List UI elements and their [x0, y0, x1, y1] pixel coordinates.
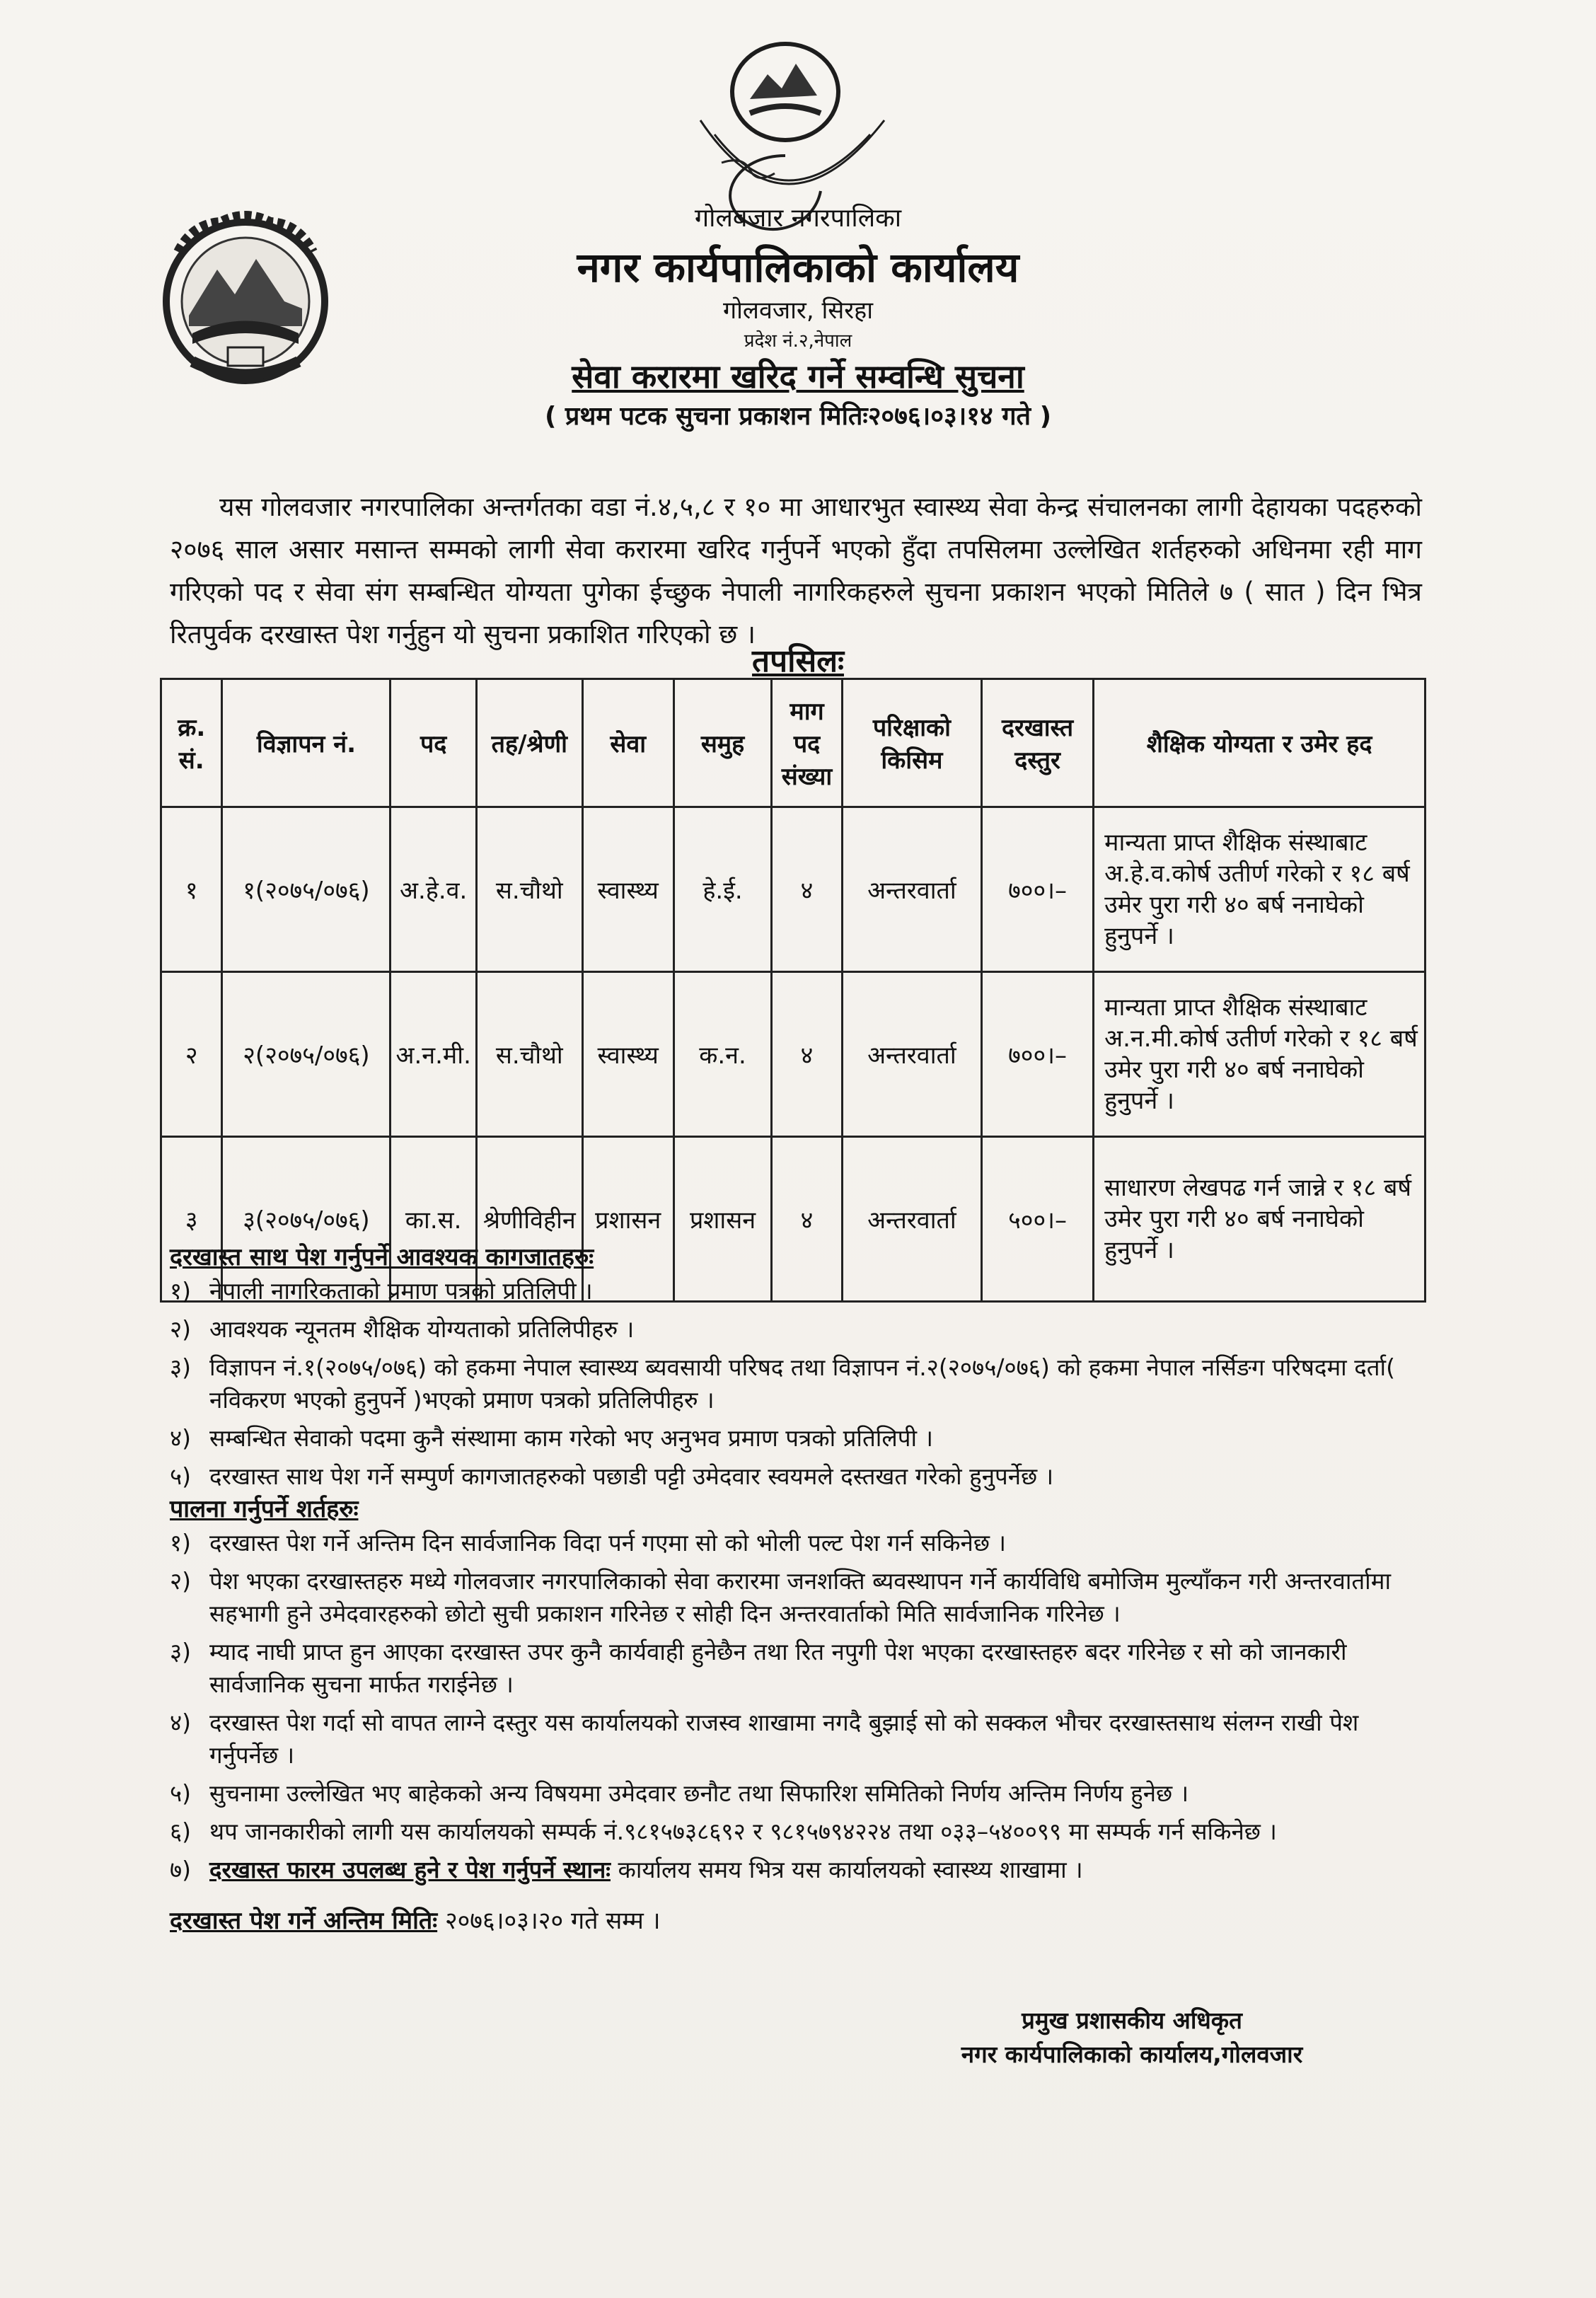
list-item [170, 1275, 1429, 1307]
tapasil-heading: तपसिलः [752, 643, 844, 679]
office-name: नगर कार्यपालिकाको कार्यालय [577, 243, 1019, 291]
table-cell: ७००।– [982, 972, 1094, 1137]
item-text: म्याद नाघी प्राप्त हुन आएका दरखास्त उपर कुनै कार्यवाही हुनेछैन तथा रित नपुगी पेश भएका दरखास्तहरु बदर गरिनेछ र सो को जानकारी सार्वजानिक सुचना मार्फत गराईनेछ । [209, 1638, 1347, 1698]
table-cell: अ.न.मी. [391, 972, 476, 1137]
column-header: विज्ञापन नं. [222, 679, 391, 807]
table-cell: अन्तरवार्ता [842, 972, 981, 1137]
deadline-line [170, 1903, 660, 1936]
qualification-cell: साधारण लेखपढ गर्न जान्ने र १८ बर्ष उमेर पुरा गरी ४० बर्ष ननाघेको हुनुपर्ने । [1094, 1137, 1426, 1302]
table-cell: क.न. [673, 972, 772, 1137]
list-item [170, 1815, 1429, 1848]
column-header: सेवा [582, 679, 673, 807]
table-cell: स.चौथो [476, 807, 582, 972]
signatory-title: प्रमुख प्रशासकीय अधिकृत [1022, 2007, 1242, 2034]
item-number: ४) [170, 1709, 192, 1736]
item-text: दरखास्त साथ पेश गर्ने सम्पुर्ण कागजातहरुको पछाडी पट्टी उमेदवार स्वयमले दस्तखत गरेको हुनुपर्नेछ । [209, 1462, 1054, 1490]
item-number: ५) [170, 1779, 192, 1807]
list-item [170, 1565, 1429, 1630]
item-number: ४) [170, 1424, 192, 1452]
table-cell: श्रेणीविहीन [476, 1137, 582, 1302]
item-number: २) [170, 1315, 192, 1343]
list-item [170, 1351, 1429, 1416]
item-text: दरखास्त पेश गर्ने अन्तिम दिन सार्वजानिक विदा पर्न गएमा सो को भोली पल्ट पेश गर्न सकिनेछ । [209, 1529, 1006, 1557]
list-item [170, 1636, 1429, 1701]
item-text: पेश भएका दरखास्तहरु मध्ये गोलवजार नगरपालिकाको सेवा करारमा जनशक्ति ब्यवस्थापन गर्ने कार्यविधि बमोजिम मुल्याँकन गरी अन्तरवार्तामा सहभागी हुने उमेदवारहरुको छोटो सुची प्रकाशन गरिनेछ र सोही दिन अन्तरवार्ताको मिति सार्वजानिक गरिनेछ । [209, 1567, 1391, 1627]
table-header-row [161, 679, 1426, 807]
table-cell: स्वास्थ्य [582, 972, 673, 1137]
column-header: माग पद संख्या [772, 679, 842, 807]
item-number: २) [170, 1567, 192, 1595]
table-cell: प्रशासन [673, 1137, 772, 1302]
table-cell: १(२०७५/०७६) [222, 807, 391, 972]
table-row [161, 972, 1426, 1137]
table-row [161, 807, 1426, 972]
deadline-label: दरखास्त पेश गर्ने अन्तिम मितिः [170, 1907, 438, 1935]
vacancy-table [160, 678, 1426, 1303]
list-item [170, 1422, 1429, 1455]
list-item [170, 1313, 1429, 1346]
deadline-value: २०७६।०३।२० गते सम्म । [437, 1907, 661, 1935]
list-item [170, 1707, 1429, 1772]
notice-title: सेवा करारमा खरिद गर्ने सम्वन्धि सुचना [572, 357, 1024, 395]
column-header: शैक्षिक योग्यता र उमेर हद [1094, 679, 1426, 807]
table-cell: हे.ई. [673, 807, 772, 972]
table-cell: ७००।– [982, 807, 1094, 972]
table-cell: ३ [161, 1137, 222, 1302]
item-text: सम्बन्धित सेवाको पदमा कुनै संस्थामा काम गरेको भए अनुभव प्रमाण पत्रको प्रतिलिपी । [209, 1424, 933, 1452]
list-item [170, 1777, 1429, 1810]
submission-place-text: कार्यालय समय भित्र यस कार्यालयको स्वास्थ्य शाखामा । [610, 1856, 1083, 1883]
qualification-cell: मान्यता प्राप्त शैक्षिक संस्थाबाट अ.हे.व.कोर्ष उतीर्ण गरेको र १८ बर्ष उमेर पुरा गरी ४० बर्ष ननाघेको हुनुपर्ने । [1094, 807, 1426, 972]
table-cell: ४ [772, 972, 842, 1137]
table-cell: २(२०७५/०७६) [222, 972, 391, 1137]
table-cell: २ [161, 972, 222, 1137]
item-number: ३) [170, 1638, 192, 1665]
documents-list [170, 1275, 1429, 1499]
column-header: तह/श्रेणी [476, 679, 582, 807]
item-text: विज्ञापन नं.१(२०७५/०७६) को हकमा नेपाल स्वास्थ्य ब्यवसायी परिषद तथा विज्ञापन नं.२(२०७५/०७६) को हकमा नेपाल नर्सिङग परिषदमा दर्ता( नविकरण भएको हुनुपर्ने )भएको प्रमाण पत्रको प्रतिलिपीहरु । [209, 1353, 1395, 1414]
table-cell: का.स. [391, 1137, 476, 1302]
documents-heading: दरखास्त साथ पेश गर्नुपर्ने आवश्यक कागजातहरुः [170, 1243, 594, 1271]
item-text: नेपाली नागरिकताको प्रमाण पत्रको प्रतिलिपी । [209, 1277, 593, 1305]
signatory-office: नगर कार्यपालिकाको कार्यालय,गोलवजार [961, 2040, 1303, 2068]
list-item [170, 1460, 1429, 1493]
item-number: ५) [170, 1462, 192, 1490]
list-item [170, 1854, 1429, 1886]
qualification-cell: मान्यता प्राप्त शैक्षिक संस्थाबाट अ.न.मी.कोर्ष उतीर्ण गरेको र १८ बर्ष उमेर पुरा गरी ४० बर्ष ननाघेको हुनुपर्ने । [1094, 972, 1426, 1137]
conditions-list [170, 1527, 1429, 1892]
conditions-heading: पालना गर्नुपर्ने शर्तहरुः [170, 1495, 359, 1523]
column-header: पद [391, 679, 476, 807]
table-cell: स.चौथो [476, 972, 582, 1137]
table-cell: अन्तरवार्ता [842, 807, 981, 972]
submission-place-label: दरखास्त फारम उपलब्ध हुने र पेश गर्नुपर्ने स्थानः [209, 1856, 611, 1883]
table-cell: १ [161, 807, 222, 972]
office-address: गोलवजार, सिरहा [722, 296, 873, 325]
column-header: दरखास्त दस्तुर [982, 679, 1094, 807]
item-text: आवश्यक न्यूनतम शैक्षिक योग्यताको प्रतिलिपीहरु । [209, 1315, 635, 1343]
province-line: प्रदेश नं.२,नेपाल [744, 330, 852, 352]
item-number: १) [170, 1529, 192, 1557]
table-cell: ४ [772, 807, 842, 972]
table-cell: अन्तरवार्ता [842, 1137, 981, 1302]
intro-paragraph: यस गोलवजार नगरपालिका अन्तर्गतका वडा नं.४,५,८ र १० मा आधारभुत स्वास्थ्य सेवा केन्द्र संचालनका लागी देहायका पदहरुको २०७६ साल असार मसान्त सम्मको लागी सेवा करारमा खरिद गर्नुपर्ने भएको हुँदा तपसिलमा उल्लेखित शर्तहरुको अधिनमा रही माग गरिएको पद र सेवा संग सम्बन्धित योग्यता पुगेका ईच्छुक नेपाली नागरिकहरुले सुचना प्रकाशन भएको मितिले ७ ( सात ) दिन भित्र रितपुर्वक दरखास्त पेश गर्नुहुन यो सुचना प्रकाशित गरिएको छ । [170, 492, 1423, 649]
table-cell: ५००।– [982, 1137, 1094, 1302]
item-number: ३) [170, 1353, 192, 1381]
item-text: सुचनामा उल्लेखित भए बाहेकको अन्य विषयमा उमेदवार छनौट तथा सिफारिश समितिको निर्णय अन्तिम निर्णय हुनेछ । [209, 1779, 1189, 1807]
item-text: थप जानकारीको लागी यस कार्यालयको सम्पर्क नं.९८१५७३८६९२ र ९८१५७९४२२४ तथा ०३३–५४००९९ मा सम्पर्क गर्न सकिनेछ । [209, 1818, 1277, 1845]
municipality-name: गोलबजार नगरपालिका [694, 204, 902, 233]
column-header: क्र. सं. [161, 679, 222, 807]
table-cell: स्वास्थ्य [582, 807, 673, 972]
item-text: दरखास्त पेश गर्दा सो वापत लाग्ने दस्तुर यस कार्यालयको राजस्व शाखामा नगदै बुझाई सो को सक्कल भौचर दरखास्तसाथ संलग्न राखी पेश गर्नुपर्नेछ । [209, 1709, 1359, 1769]
table-cell: प्रशासन [582, 1137, 673, 1302]
column-header: समुह [673, 679, 772, 807]
publication-date-line: ( प्रथम पटक सुचना प्रकाशन मितिः२०७६।०३।१४ गते ) [544, 402, 1052, 431]
list-item [170, 1527, 1429, 1559]
table-cell: अ.हे.व. [391, 807, 476, 972]
item-number: ६) [170, 1818, 192, 1845]
table-cell: ४ [772, 1137, 842, 1302]
table-cell: ३(२०७५/०७६) [222, 1137, 391, 1302]
item-number: १) [170, 1277, 192, 1305]
item-number: ७) [170, 1856, 192, 1883]
column-header: परिक्षाको किसिम [842, 679, 981, 807]
